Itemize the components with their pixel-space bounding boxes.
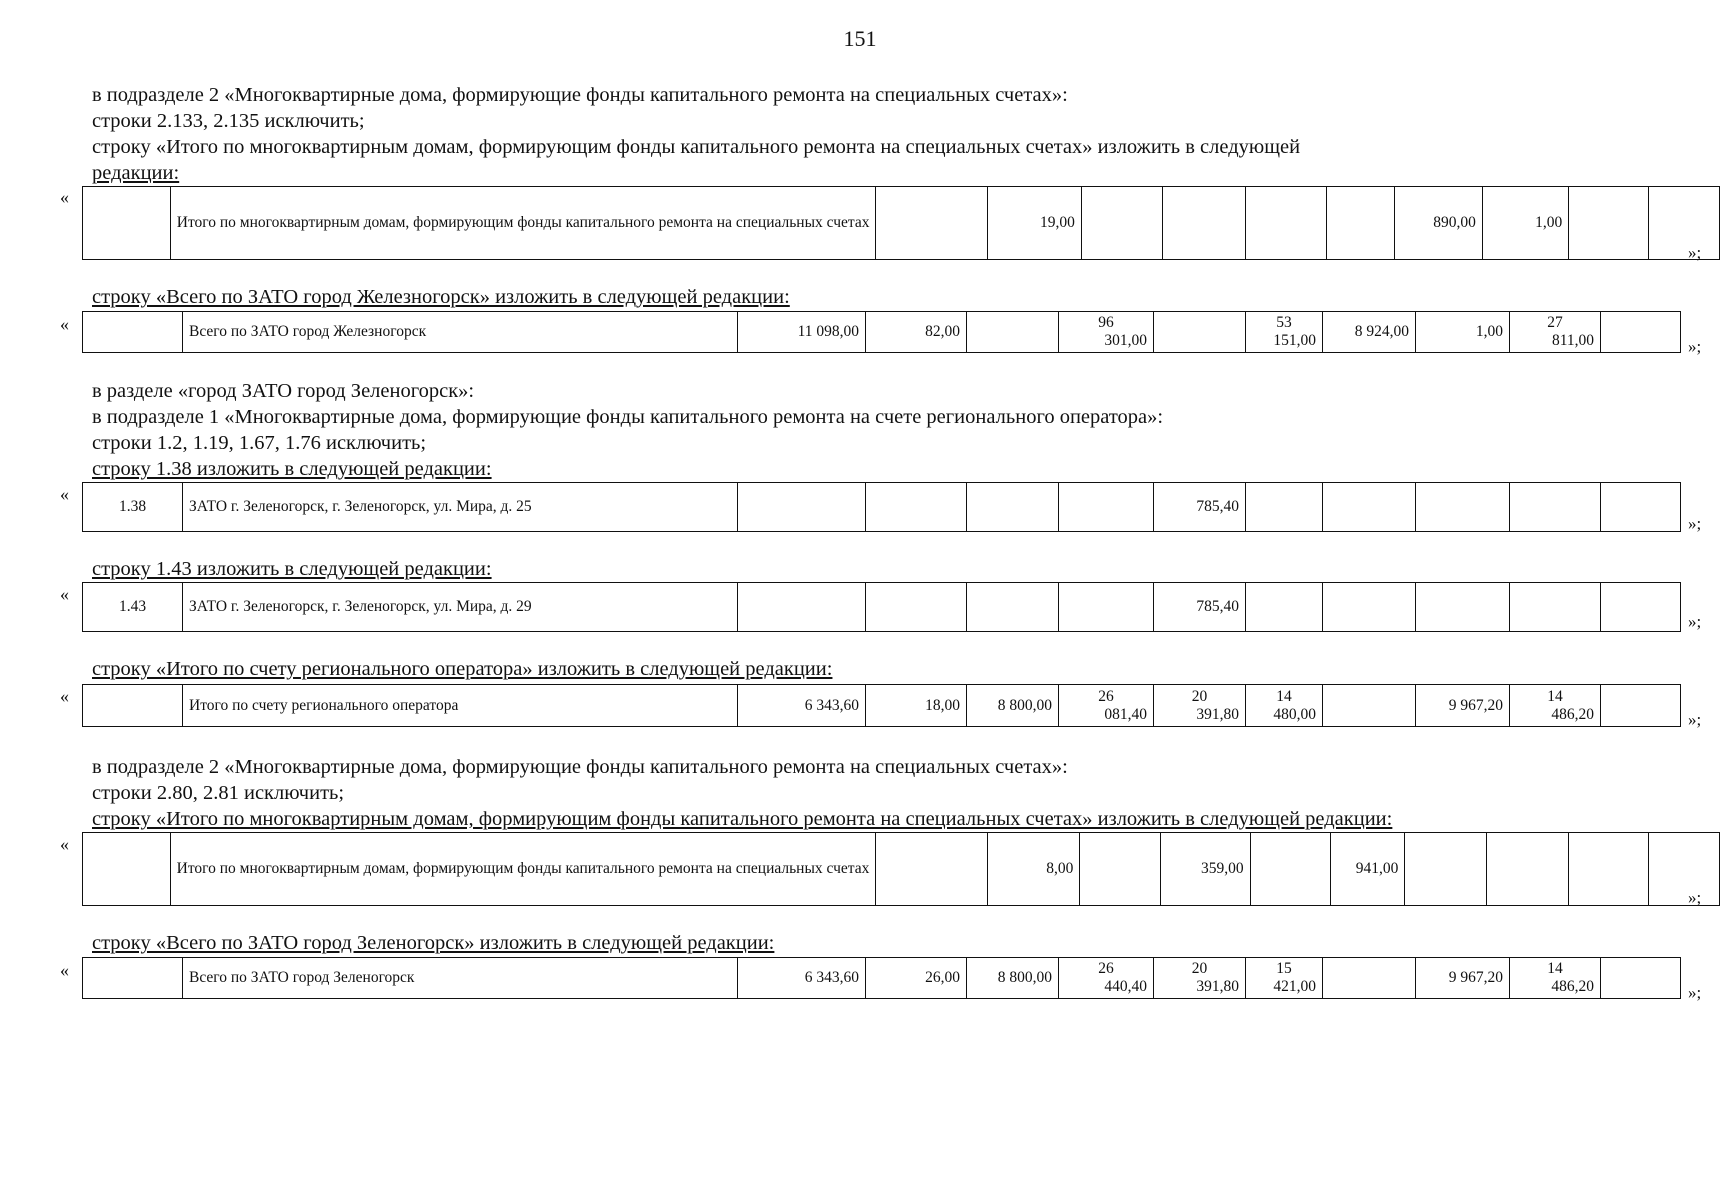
table-cell bbox=[1154, 958, 1246, 999]
table-cell bbox=[1323, 583, 1416, 632]
table-cell bbox=[83, 958, 183, 999]
table-cell: 1,00 bbox=[1482, 187, 1568, 260]
table-row bbox=[83, 483, 1681, 532]
table-cell: 9 967,20 bbox=[1416, 958, 1510, 999]
table-row bbox=[83, 187, 1720, 260]
table-cell bbox=[1246, 583, 1323, 632]
table-cell: Всего по ЗАТО город Зеленогорск bbox=[183, 958, 738, 999]
table-cell bbox=[1601, 583, 1681, 632]
close-quote: »; bbox=[1688, 983, 1702, 1002]
table-cell bbox=[876, 833, 988, 906]
cell-part: 14 bbox=[1547, 687, 1563, 705]
table-cell bbox=[1510, 583, 1601, 632]
table-cell: 785,40 bbox=[1154, 483, 1246, 532]
table-cell: 1.43 bbox=[83, 583, 183, 632]
text-line: строки 2.80, 2.81 исключить; bbox=[92, 782, 345, 804]
table-cell bbox=[1246, 187, 1327, 260]
table-cell: 18,00 bbox=[866, 685, 967, 727]
table-cell bbox=[1649, 187, 1720, 260]
cell-part: 081,40 bbox=[1104, 705, 1147, 723]
table-cell bbox=[1601, 685, 1681, 727]
table-cell bbox=[83, 833, 171, 906]
table-cell bbox=[1405, 833, 1487, 906]
table-cell: 8 800,00 bbox=[967, 958, 1059, 999]
instruction-line-2: строку «Всего по ЗАТО город Железногорск» изложить в следующей редакции: bbox=[92, 286, 790, 308]
cell-part: 26 bbox=[1098, 687, 1114, 705]
table-cell bbox=[83, 312, 183, 353]
table-cell bbox=[1649, 833, 1720, 906]
close-quote: »; bbox=[1688, 888, 1702, 907]
cell-part: 27 bbox=[1547, 314, 1563, 331]
cell-part: 440,40 bbox=[1104, 978, 1147, 995]
cell-part: 53 bbox=[1276, 314, 1292, 331]
block1-text bbox=[92, 82, 1300, 186]
table-row bbox=[83, 833, 1720, 906]
open-quote: « bbox=[60, 834, 69, 854]
table-cell bbox=[1327, 187, 1395, 260]
table-cell bbox=[738, 483, 866, 532]
table-cell bbox=[1080, 833, 1161, 906]
table-cell bbox=[1059, 483, 1154, 532]
table-cell bbox=[1601, 958, 1681, 999]
table-cell: 82,00 bbox=[866, 312, 967, 353]
table-cell bbox=[1246, 958, 1323, 999]
open-quote: « bbox=[60, 584, 69, 604]
table-cell bbox=[1323, 483, 1416, 532]
table-cell: Итого по многоквартирным домам, формирующим фонды капитального ремонта на специальных счетах bbox=[170, 187, 876, 260]
table-cell: 785,40 bbox=[1154, 583, 1246, 632]
table-cell bbox=[866, 583, 967, 632]
amendment-table-4 bbox=[82, 582, 1681, 632]
amendment-table-7 bbox=[82, 957, 1681, 999]
text-line: в подразделе 2 «Многоквартирные дома, формирующие фонды капитального ремонта на специальных счетах»: bbox=[92, 84, 1068, 106]
table-cell bbox=[738, 583, 866, 632]
table-cell bbox=[1162, 187, 1245, 260]
table-cell bbox=[1059, 685, 1154, 727]
table-cell: 19,00 bbox=[988, 187, 1082, 260]
table-cell bbox=[83, 187, 171, 260]
cell-part: 14 bbox=[1547, 960, 1563, 977]
text-line: в подразделе 2 «Многоквартирные дома, формирующие фонды капитального ремонта на специальных счетах»: bbox=[92, 756, 1068, 778]
block3-text bbox=[92, 378, 1163, 482]
open-quote: « bbox=[60, 960, 69, 980]
table-cell bbox=[1510, 685, 1601, 727]
open-quote: « bbox=[60, 314, 69, 334]
table-row bbox=[83, 685, 1681, 727]
table-row bbox=[83, 583, 1681, 632]
text-line: строки 1.2, 1.19, 1.67, 1.76 исключить; bbox=[92, 432, 427, 454]
table-cell bbox=[1059, 583, 1154, 632]
table-cell: 941,00 bbox=[1331, 833, 1405, 906]
table-cell: ЗАТО г. Зеленогорск, г. Зеленогорск, ул. Мира, д. 25 bbox=[183, 483, 738, 532]
table-cell bbox=[1510, 958, 1601, 999]
amendment-table-1 bbox=[82, 186, 1720, 260]
table-cell bbox=[1323, 958, 1416, 999]
table-cell: Итого по счету регионального оператора bbox=[183, 685, 738, 727]
table-cell: 11 098,00 bbox=[738, 312, 866, 353]
table-cell: 26,00 bbox=[866, 958, 967, 999]
open-quote: « bbox=[60, 187, 69, 207]
table-cell: 1.38 bbox=[83, 483, 183, 532]
cell-part: 421,00 bbox=[1273, 978, 1316, 995]
table-cell bbox=[876, 187, 988, 260]
table-cell bbox=[1246, 312, 1323, 353]
table-cell bbox=[967, 312, 1059, 353]
table-cell: 1,00 bbox=[1416, 312, 1510, 353]
table-cell: 6 343,60 bbox=[738, 958, 866, 999]
cell-part: 486,20 bbox=[1551, 978, 1594, 995]
table-cell bbox=[967, 583, 1059, 632]
table-row bbox=[83, 958, 1681, 999]
instruction-line-4: строку 1.43 изложить в следующей редакции: bbox=[92, 558, 492, 580]
table-cell bbox=[1081, 187, 1162, 260]
amendment-table-6 bbox=[82, 832, 1720, 906]
close-quote: »; bbox=[1688, 243, 1702, 262]
table-cell bbox=[1059, 312, 1154, 353]
close-quote: »; bbox=[1688, 612, 1702, 631]
table-cell: 359,00 bbox=[1161, 833, 1250, 906]
cell-part: 96 bbox=[1098, 314, 1114, 331]
cell-part: 480,00 bbox=[1273, 705, 1316, 723]
table-cell bbox=[1601, 483, 1681, 532]
cell-part: 151,00 bbox=[1273, 332, 1316, 349]
table-cell bbox=[1486, 833, 1569, 906]
open-quote: « bbox=[60, 686, 69, 706]
table-cell bbox=[1246, 483, 1323, 532]
table-cell: Всего по ЗАТО город Железногорск bbox=[183, 312, 738, 353]
table-cell: 8 800,00 bbox=[967, 685, 1059, 727]
cell-part: 486,20 bbox=[1551, 705, 1594, 723]
text-line: строки 2.133, 2.135 исключить; bbox=[92, 110, 365, 132]
table-cell: 8 924,00 bbox=[1323, 312, 1416, 353]
text-line: в разделе «город ЗАТО город Зеленогорск»: bbox=[92, 380, 475, 402]
table-cell bbox=[1569, 187, 1649, 260]
cell-part: 26 bbox=[1098, 960, 1114, 977]
table-cell bbox=[1601, 312, 1681, 353]
table-cell: 890,00 bbox=[1395, 187, 1483, 260]
table-cell bbox=[1246, 685, 1323, 727]
table-cell bbox=[1250, 833, 1331, 906]
open-quote: « bbox=[60, 484, 69, 504]
table-cell bbox=[1154, 312, 1246, 353]
cell-part: 15 bbox=[1276, 960, 1292, 977]
table-cell: 9 967,20 bbox=[1416, 685, 1510, 727]
table-cell bbox=[1510, 483, 1601, 532]
text-line: строку «Итого по многоквартирным домам, формирующим фонды капитального ремонта на специальных счетах» изложить в следующей редакции: bbox=[92, 808, 1393, 830]
text-line: строку 1.38 изложить в следующей редакции: bbox=[92, 458, 492, 480]
table-cell: ЗАТО г. Зеленогорск, г. Зеленогорск, ул. Мира, д. 29 bbox=[183, 583, 738, 632]
cell-part: 301,00 bbox=[1104, 332, 1147, 349]
table-cell bbox=[967, 483, 1059, 532]
table-cell bbox=[1416, 483, 1510, 532]
table-cell: Итого по многоквартирным домам, формирующим фонды капитального ремонта на специальных счетах bbox=[170, 833, 876, 906]
table-cell bbox=[1059, 958, 1154, 999]
page-number: 151 bbox=[843, 26, 877, 51]
table-cell bbox=[83, 685, 183, 727]
close-quote: »; bbox=[1688, 337, 1702, 356]
table-cell bbox=[1416, 583, 1510, 632]
table-cell: 8,00 bbox=[988, 833, 1080, 906]
text-line: в подразделе 1 «Многоквартирные дома, формирующие фонды капитального ремонта на счете регионального оператора»: bbox=[92, 406, 1164, 428]
close-quote: »; bbox=[1688, 514, 1702, 533]
block6-text bbox=[92, 754, 1392, 832]
cell-part: 811,00 bbox=[1551, 332, 1594, 349]
table-cell bbox=[1323, 685, 1416, 727]
cell-part: 20 bbox=[1191, 687, 1208, 705]
table-cell bbox=[866, 483, 967, 532]
instruction-line-7: строку «Всего по ЗАТО город Зеленогорск» изложить в следующей редакции: bbox=[92, 932, 775, 954]
table-cell bbox=[1569, 833, 1649, 906]
table-cell: 6 343,60 bbox=[738, 685, 866, 727]
close-quote: »; bbox=[1688, 710, 1702, 729]
cell-part: 20 bbox=[1191, 960, 1208, 977]
amendment-table-5 bbox=[82, 684, 1681, 727]
table-row bbox=[83, 312, 1681, 353]
instruction-line-5: строку «Итого по счету регионального оператора» изложить в следующей редакции: bbox=[92, 658, 833, 680]
cell-part: 391,80 bbox=[1196, 978, 1239, 995]
text-line: строку «Итого по многоквартирным домам, формирующим фонды капитального ремонта на специальных счетах» изложить в следующей bbox=[92, 136, 1301, 158]
cell-part: 14 bbox=[1276, 687, 1292, 705]
table-cell bbox=[1510, 312, 1601, 353]
amendment-table-2 bbox=[82, 311, 1681, 353]
cell-part: 391,80 bbox=[1196, 705, 1239, 723]
amendment-table-3 bbox=[82, 482, 1681, 532]
text-line: редакции: bbox=[92, 162, 180, 184]
table-cell bbox=[1154, 685, 1246, 727]
